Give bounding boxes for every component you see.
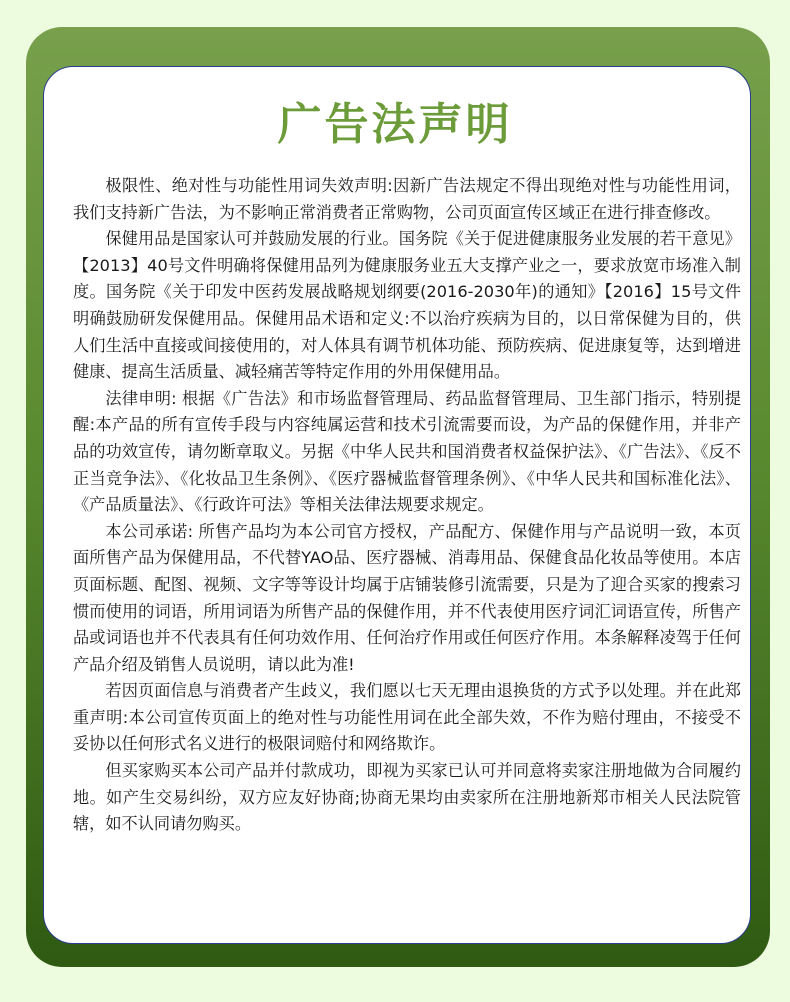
paragraph-ambiguity: 若因页面信息与消费者产生歧义，我们愿以七天无理由退换货的方式予以处理。并在此郑重声明:本公司宣传页面上的绝对性与功能性用词在此全部失效，不作为赔付理由，不接受不妥协以任何形式名义进行的极限词赔付和网络欺诈。: [73, 681, 741, 754]
paragraph-absolute-terms: 极限性、绝对性与功能性用词失效声明:因新广告法规定不得出现绝对性与功能性用词，我们支持新广告法，为不影响正常消费者正常购物，公司页面宣传区域正在进行排查修改。: [73, 176, 741, 222]
paragraph-legal-notice: 法律申明: 根据《广告法》和市场监督管理局、药品监督管理局、卫生部门指示，特别提醒:本产品的所有宣传手段与内容纯属运营和技术引流需要而设，为产品的保健作用，并非产品的功效宣传，请勿断章取义。另据《中华人民共和国消费者权益保护法》、《广告法》、《反不正当竞争法》、《化妆品卫生条例》、《医疗器械监督管理条例》、《中华人民共和国标准化法》、《产品质量法》、《行政许可法》等相关法律法规要求规定。: [73, 388, 741, 515]
paragraph-company-promise: 本公司承诺: 所售产品均为本公司官方授权，产品配方、保健作用与产品说明一致，本页面所售产品为保健用品，不代替YAO品、医疗器械、消毒用品、保健食品化妆品等使用。本店页面标题、配图、视频、文字等等设计均属于店铺装修引流需要，只是为了迎合买家的搜索习惯而使用的词语，所用词语为所售产品的保健作用，并不代表使用医疗词汇词语宣传，所售产品或词语也并不代表具有任何功效作用、任何治疗作用或任何医疗作用。本条解释凌驾于任何产品介绍及销售人员说明，请以此为准!: [73, 521, 741, 674]
paragraph-health-products: 保健用品是国家认可并鼓励发展的行业。国务院《关于促进健康服务业发展的若干意见》【2013】40号文件明确将保健用品列为健康服务业五大支撑产业之一，要求放宽市场准入制度。国务院《关于印发中医药发展战略规划纲要(2016-2030年)的通知》【2016】15号文件明确鼓励研发保健用品。保健用品术语和定义:不以治疗疾病为目的，以日常保健为目的，供人们生活中直接或间接使用的，对人体具有调节机体功能、预防疾病、促进康复等，达到增进健康、提高生活质量、减轻痛苦等特定作用的外用保健用品。: [73, 229, 741, 382]
page-title: 广告法声明: [277, 99, 513, 150]
paragraph-jurisdiction: 但买家购买本公司产品并付款成功，即视为买家已认可并同意将卖家注册地做为合同履约地。如产生交易纠纷，双方应友好协商;协商无果均由卖家所在注册地新郑市相关人民法院管辖，如不认同请勿购买。: [73, 761, 741, 834]
statement-body: [73, 173, 741, 838]
